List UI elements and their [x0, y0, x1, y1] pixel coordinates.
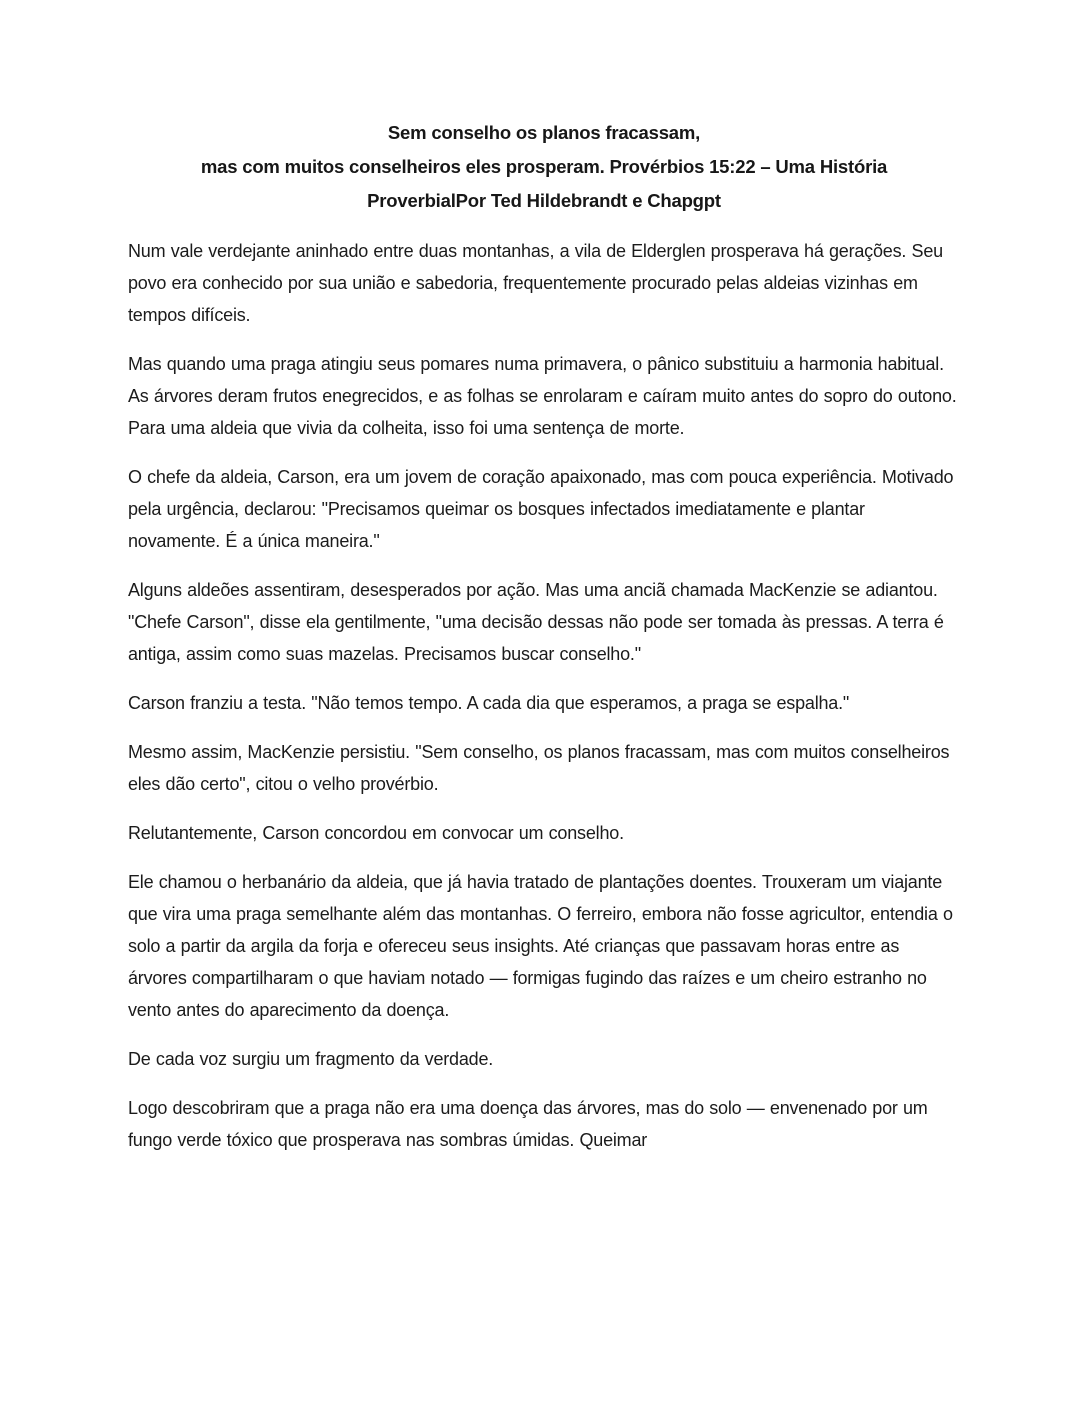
paragraph: Mesmo assim, MacKenzie persistiu. "Sem conselho, os planos fracassam, mas com muitos conselheiros eles dão certo", citou o velho provérbio.: [128, 742, 950, 794]
document-title: [128, 116, 960, 218]
paragraph: Mas quando uma praga atingiu seus pomares numa primavera, o pânico substituiu a harmonia habitual. As árvores deram frutos enegrecidos, e as folhas se enrolaram e caíram muito antes do sopro do outono. Para uma aldeia que vivia da colheita, isso foi uma sentença de morte.: [128, 354, 957, 438]
paragraph: Relutantemente, Carson concordou em convocar um conselho.: [128, 823, 624, 843]
paragraph: De cada voz surgiu um fragmento da verdade.: [128, 1049, 494, 1069]
paragraph: Logo descobriram que a praga não era uma doença das árvores, mas do solo — envenenado por um fungo verde tóxico que prosperava nas sombras úmidas. Queimar: [128, 1098, 928, 1150]
paragraph: Num vale verdejante aninhado entre duas montanhas, a vila de Elderglen prosperava há gerações. Seu povo era conhecido por sua união e sabedoria, frequentemente procurado pelas aldeias vizinhas em tempos difíceis.: [128, 241, 943, 325]
paragraph: Ele chamou o herbanário da aldeia, que já havia tratado de plantações doentes. Trouxeram um viajante que vira uma praga semelhante além das montanhas. O ferreiro, embora não fosse agricultor, entendia o solo a partir da argila da forja e ofereceu seus insights. Até crianças que passavam horas entre as árvores compartilharam o que haviam notado — formigas fugindo das raízes e um cheiro estranho no vento antes do aparecimento da doença.: [128, 872, 953, 1020]
paragraph: O chefe da aldeia, Carson, era um jovem de coração apaixonado, mas com pouca experiência. Motivado pela urgência, declarou: "Precisamos queimar os bosques infectados imediatamente e plantar novamente. É a única maneira.": [128, 467, 954, 551]
title-line-2: mas com muitos conselheiros eles prosperam. Provérbios 15:22 – Uma História: [200, 156, 888, 177]
paragraph: Alguns aldeões assentiram, desesperados por ação. Mas uma anciã chamada MacKenzie se adiantou. "Chefe Carson", disse ela gentilmente, "uma decisão dessas não pode ser tomada às pressas. A terra é antiga, assim como suas mazelas. Precisamos buscar conselho.": [128, 580, 944, 664]
paragraph: Carson franziu a testa. "Não temos tempo. A cada dia que esperamos, a praga se espalha.": [128, 693, 850, 713]
title-line-3: ProverbialPor Ted Hildebrandt e Chapgpt: [367, 190, 721, 211]
title-line-1: Sem conselho os planos fracassam,: [387, 122, 701, 143]
